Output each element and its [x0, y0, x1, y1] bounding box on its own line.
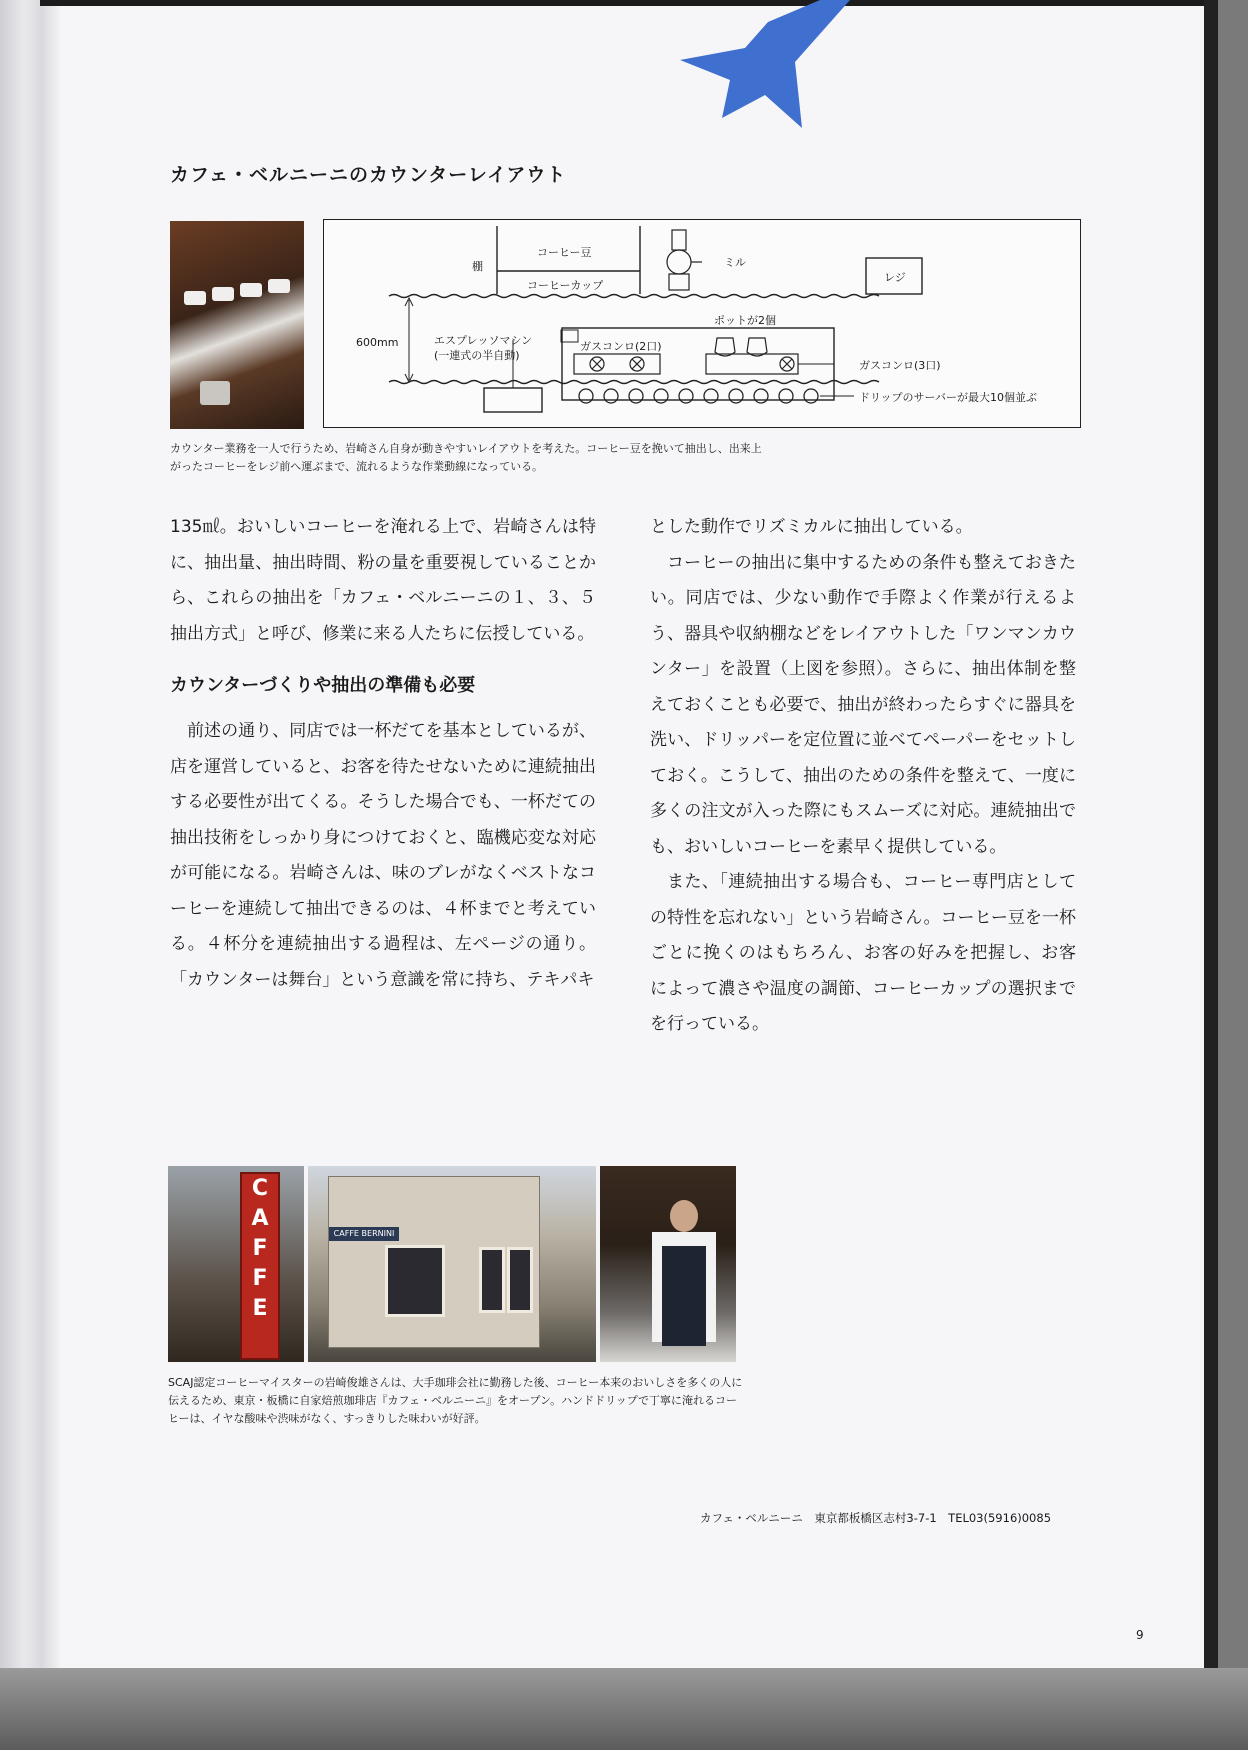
page-edge [1204, 0, 1218, 1668]
gas-stove-3-label: ガスコンロ(3口) [859, 359, 941, 372]
counter-layout-diagram [323, 219, 1081, 428]
espresso-sub-label: (一連式の半自動) [434, 349, 520, 362]
counter-photo [170, 221, 304, 429]
left-paragraph-2: 前述の通り、同店では一杯だてを基本としているが、店を運営していると、お客を待たせないために連続抽出する必要性が出てくる。そうした場合でも、一杯だての抽出技術をしっかり身につけておくと、臨機応変な対応が可能になる。岩崎さんは、味のブレがなくベストなコーヒーを連続して抽出できるのは、４杯までと考えている。４杯分を連続抽出する過程は、左ページの通り。「カウンターは舞台」という意識を常に持ち、テキパキ [170, 721, 596, 990]
gas-stove-2-label: ガスコンロ(2口) [580, 340, 662, 353]
right-paragraph-3: また、「連続抽出する場合も、コーヒー専門店としての特性を忘れない」という岩崎さん。コーヒー豆を一杯ごとに挽くのはもちろん、お客の好みを把握し、お客によって濃さや温度の調節、コーヒーカップの選択までを行っている。 [650, 872, 1076, 1034]
section-title: カフェ・ベルニーニのカウンターレイアウト [170, 164, 567, 186]
espresso-label: エスプレッソマシン [434, 334, 533, 347]
caffe-sign-photo [168, 1166, 304, 1362]
barista-photo [600, 1166, 736, 1362]
mill-label: ミル [724, 256, 746, 269]
right-paragraph-1: とした動作でリズミカルに抽出している。 [650, 517, 973, 537]
pots-label: ポットが2個 [714, 314, 776, 327]
top-border [40, 0, 1210, 6]
article-column-right [650, 510, 1076, 1043]
page-number: 9 [1136, 1628, 1144, 1642]
shop-address: カフェ・ベルニーニ 東京都板橋区志村3-7-1 TEL03(5916)0085 [700, 1511, 1052, 1525]
left-paragraph-1: 135㎖。おいしいコーヒーを淹れる上で、岩崎さんは特に、抽出量、抽出時間、粉の量を重要視していることから、これらの抽出を「カフェ・ベルニーニの１、３、５抽出方式」と呼び、修業に来る人たちに伝授している。 [170, 517, 596, 644]
register-label: レジ [884, 271, 906, 284]
profile-caption: SCAJ認定コーヒーマイスターの岩崎俊雄さんは、大手珈琲会社に勤務した後、コーヒー本来のおいしさを多くの人に伝えるため、東京・板橋に自家焙煎珈琲店『カフェ・ベルニーニ』をオープン。ハンドドリップで丁寧に淹れるコーヒーは、イヤな酸味や渋味がなく、すっきりした味わいが好評。 [168, 1376, 743, 1425]
storefront-photo [308, 1166, 596, 1362]
bottom-margin [0, 1668, 1248, 1750]
storefront-building [328, 1176, 540, 1348]
layout-caption: カウンター業務を一人で行うため、岩崎さん自身が動きやすいレイアウトを考えた。コーヒー豆を挽いて抽出し、出来上がったコーヒーをレジ前へ運ぶまで、流れるような作業動線になっている。 [170, 442, 762, 473]
coffee-beans-label: コーヒー豆 [537, 246, 592, 259]
article-column-left [170, 510, 596, 998]
coffee-cup-label: コーヒーカップ [527, 279, 604, 292]
caffe-sign: C A F F E [240, 1172, 280, 1360]
page-spine [0, 0, 60, 1668]
storefront-sign: CAFFE BERNINI [329, 1227, 399, 1241]
shelf-label: 棚 [472, 260, 483, 273]
star-icon [670, 0, 850, 150]
page-edge-shadow [1218, 0, 1248, 1750]
right-paragraph-2: コーヒーの抽出に集中するための条件も整えておきたい。同店では、少ない動作で手際よく作業が行えるよう、器具や収納棚などをレイアウトした「ワンマンカウンター」を設置（上図を参照）。さらに、抽出体制を整えておくことも必要で、抽出が終わったらすぐに器具を洗い、ドリッパーを定位置に並べてペーパーをセットしておく。こうして、抽出のための条件を整えて、一度に多くの注文が入った際にもスムーズに対応。連続抽出でも、おいしいコーヒーを素早く提供している。 [650, 552, 1076, 857]
depth-label: 600mm [356, 336, 399, 349]
subheading: カウンターづくりや抽出の準備も必要 [170, 675, 476, 696]
drip-servers-label: ドリップのサーバーが最大10個並ぶ [859, 391, 1038, 404]
